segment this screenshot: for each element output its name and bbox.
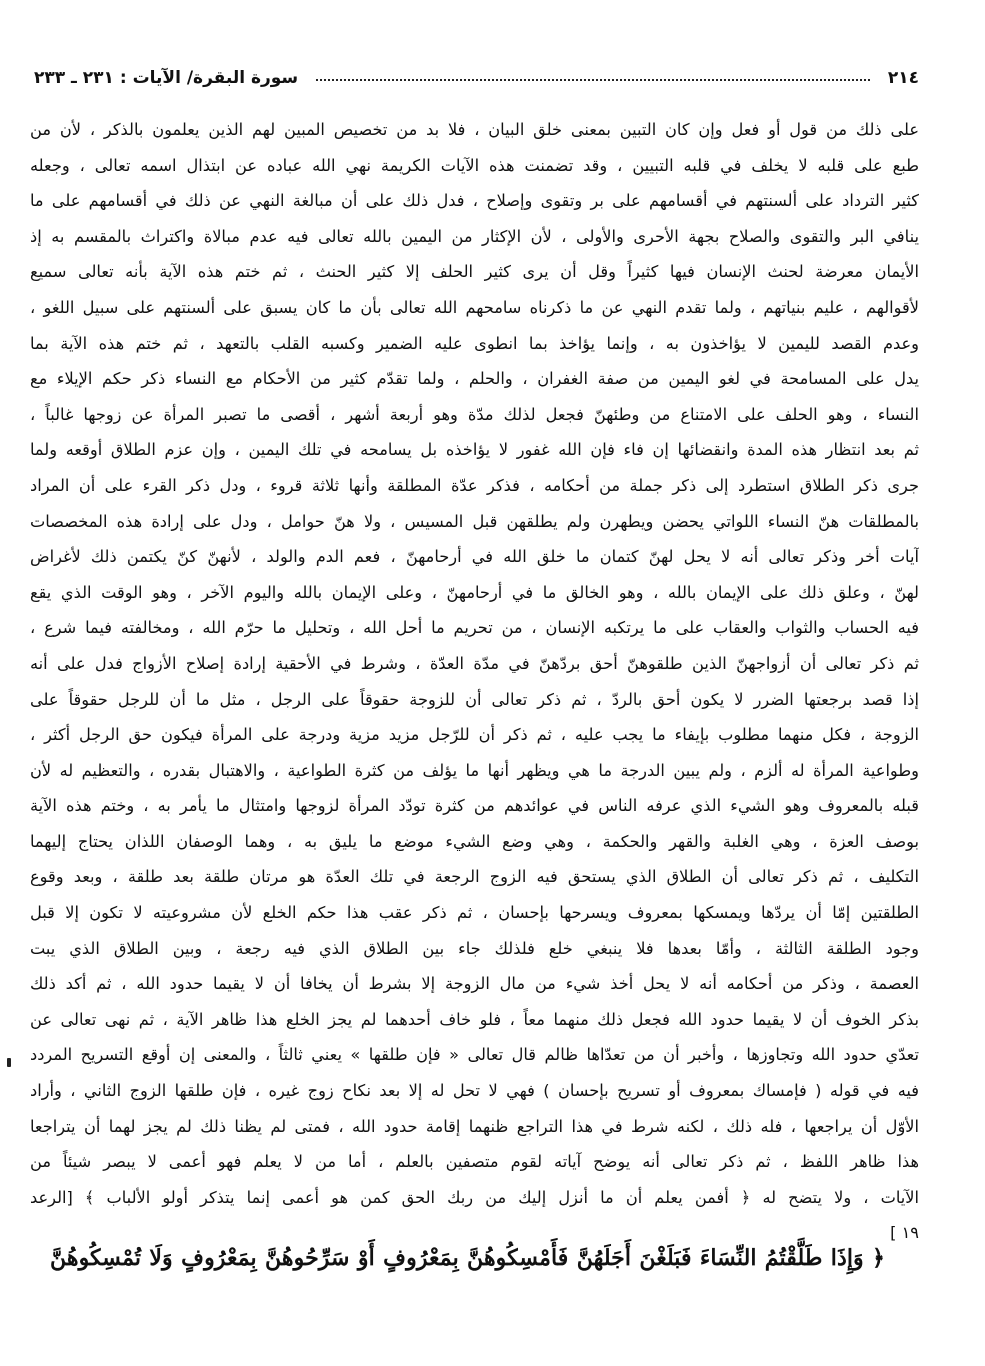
text-line: فيه الحساب والثواب والعقاب على ما يرتكبه الإنسان ، من تحريم ما أحل الله ، وتحليل ما حرّم الله ، ومخالفته فيما شرع ، — [30, 618, 919, 638]
text-line: العصمة ، وذكر من أحكامه أنه لا يحل أخذ شيء من مال الزوجة إلا بشرط أن يخافا أن لا يقيما حدود الله ، ثم أكد ذلك — [30, 974, 919, 994]
text-line: يدل على المسامحة في لغو اليمين من صفة الغفران ، والحلم ، ولما تقدّم كثير من الأحكام مع النساء ذكر حكم الإيلاء مع — [30, 369, 919, 389]
text-line: كثير الترداد على ألسنتهم في أقسامهم على بر وتقوى وإصلاح ، فدل ذلك على أن مبالغة النهي عن ذلك في أقسامهم على ما — [30, 191, 919, 211]
text-line: الزوجة ، فكل منهما مطلوب بإيفاء ما يجب عليه ، ثم ذكر أن للرّجل مزيد مزية ودرجة على المرأة فيكون حق الرجل أكثر ، — [30, 725, 919, 745]
text-line: فيه في قوله ( فإمساك بمعروف أو تسريح بإحسان ) فهي لا تحل له إلا بعد نكاح زوج غيره ، فإن طلقها الزوج الثاني ، وأراد — [30, 1081, 919, 1101]
running-title: سورة البقرة/ الآيات : ٢٣١ ـ ٢٣٣ — [34, 68, 299, 88]
text-line-last: ١٩ ] — [890, 1223, 919, 1243]
quran-verse: ﴿ وَإِذَا طَلَّقْتُمُ النِّسَاءَ فَبَلَغْنَ أَجَلَهُنَّ فَأَمْسِكُوهُنَّ بِمَعْرُوفٍ أَوْ سَرِّحُوهُنَّ بِمَعْرُوفٍ وَلَا تُمْسِكُوهُنَّ — [50, 1245, 885, 1271]
text-line: قبله بالمعروف وهو الشيء الذي عرفه الناس في عوائدهم من كثرة تودّد المرأة لزوجها وامتثال ما يأمر به ، وختم هذه الآية — [30, 796, 919, 816]
text-line: وجود الطلقة الثالثة ، وأمّا بعدها فلا ينبغي خلع فلذلك جاء بين الطلاق الذي فيه رجعة ، وبين الطلاق الذي يبت — [30, 938, 919, 958]
text-line: ينافي البر والتقوى والصلاح بجهة الأحرى والأولى ، لأن الإكثار من اليمين بالله تعالى فيه عدم مبالاة واكتراث بالمقسم به إذ — [30, 226, 919, 246]
text-line: لأقوالهم ، عليم بنياتهم ، ولما تقدم النهي عن ما ذكرناه سامحهم الله تعالى بأن ما كان يسبق على ألسنتهم على سبيل اللغو ، — [30, 297, 919, 317]
text-line: وعدم القصد لليمين لا يؤاخذون به ، وإنما يؤاخذ بما انطوى عليه الضمير وكسبه القلب بالتعهد ، ثم ختم هذه الآية بما — [30, 333, 919, 353]
text-line: ثم بعد انتظار هذه المدة وانقضائها إن فاء فإن الله غفور لا يؤاخذه بل يسامحه في تلك اليمين ، وإن عزم الطلاق أوقعه ولما — [30, 440, 919, 460]
text-line: بذكر الخوف أن لا يقيما حدود الله فجعل ذلك منهما معاً ، فلو خاف أحدهما لم يجز الخلع هذا ظاهر الآية ، ثم نهى تعالى عن — [30, 1009, 919, 1029]
text-line: التكليف ، ثم ذكر تعالى أن الطلاق الذي يستحق فيه الزوج الرجعة في تلك العدّة هو مرتان طلقة بعد طلقة ، وبعد وقوع — [30, 867, 919, 887]
page-header — [34, 58, 919, 98]
text-line: جرى ذكر الطلاق استطرد إلى ذكر جملة من أحكامه ، فذكر عدّة المطلقة وأنها ثلاثة قروء ، ودل ذكر القرء على أن المراد — [30, 475, 919, 495]
text-line: الطلقتين إمّا أن يردّها ويمسكها بمعروف ويسرحها بإحسان ، ثم ذكر عقب هذا حكم الخلع لأن مشروعيته لا تكون إلا قبل — [30, 903, 919, 923]
text-line: الأوّل أن يراجعها ، فله ذلك ، لكنه شرط في هذا التراجع ظنهما إقامة حدود الله ، فمتى لم يظنا ذلك لم يجز لهما أن يتراجعا — [30, 1116, 919, 1136]
text-line: بالمطلقات هنّ النساء اللواتي يحضن ويطهرن ولم يطلقهن قبل المسيس ، ولا هنّ حوامل ، ودل على إرادة هذه المخصصات — [30, 511, 919, 531]
text-line: ثم ذكر تعالى أن أزواجهنّ الذين طلقوهنّ أحق بردّهنّ في مدّة العدّة ، وشرط في الأحقية إرادة إصلاح الأزواج فدل على أنه — [30, 653, 919, 673]
text-line: الأيمان معرضة لحنث الإنسان فيها كثيراً وقل أن يرى كثير الحلف إلا كثير الحنث ، ثم ختم هذه الآية بأنه تعالى سميع — [30, 262, 919, 282]
text-line: إذا قصد برجعتها الضرر لا يكون أحق بالردّ ، ثم ذكر تعالى أن للزوجة حقوقاً على الرجل ، مثل ما أن للرجل حقوقاً على — [30, 689, 919, 709]
header-dotted-leader — [316, 79, 870, 81]
page-number: ٢١٤ — [887, 68, 919, 88]
text-line: طبع على قلبه لا يخلف في قلبه التبيين ، وقد تضمنت هذه الآيات الكريمة نهي الله عباده عن ابتذال اسمه تعالى ، وجعله — [30, 155, 919, 175]
text-line: الآيات ، ولا يتضح له ﴿ أفمن يعلم أن ما أنزل إليك من ربك الحق كمن هو أعمى إنما يتذكر أولو الألباب ﴾ [الرعد — [30, 1187, 919, 1207]
text-line: على ذلك من قول أو فعل وإن كان التبين بمعنى خلق البيان ، فلا بد من تخصيص المبين لهم الذين يعلمون بالذكر ، لأن من — [30, 120, 919, 139]
text-line: تعدّي حدود الله وتجاوزها ، وأخبر أن من تعدّاها ظالم قال تعالى « فإن طلقها » يعني ثالثاً ، والمعنى إن أوقع التسريح المردد — [30, 1045, 919, 1065]
text-line: بوصف العزة ، وهي الغلبة والقهر والحكمة ، وهي وضع الشيء موضع ما يليق به ، وهما الوصفان اللذان يحتاج إليهما — [30, 831, 919, 851]
text-line: هذا ظاهر اللفظ ، ثم ذكر تعالى أنه يوضح آياته لقوم متصفين بالعلم ، أما من لا يعلم فهو أعمى لا يبصر شيئاً من — [30, 1152, 919, 1172]
text-line: وطواعية المرأة له ألزم ، ولم يبين الدرجة ما هي ويظهر أنها ما يؤلف من كثرة الطواعية ، والاهتبال بقدره ، والتعظيم له لأن — [30, 760, 919, 780]
margin-mark — [7, 1058, 11, 1067]
text-line: آيات أخر وذكر تعالى أنه لا يحل لهنّ كتمان ما خلق الله في أرحامهنّ ، فعم الدم والولد ، لأنهنّ كنّ يكتمن ذلك لأغراض — [30, 547, 919, 567]
commentary-text — [30, 112, 919, 1251]
text-line: لهنّ ، وعلق ذلك على الإيمان بالله ، وهو الخالق ما في أرحامهنّ ، وعلى الإيمان بالله واليوم الآخر ، وهو الوقت الذي يقع — [30, 582, 919, 602]
text-line: النساء ، وهو الحلف على الامتناع من وطئهنّ فجعل لذلك مدّة وهو أربعة أشهر ، أقصى ما تصبر المرأة عن زوجها غالباً ، — [30, 404, 919, 424]
